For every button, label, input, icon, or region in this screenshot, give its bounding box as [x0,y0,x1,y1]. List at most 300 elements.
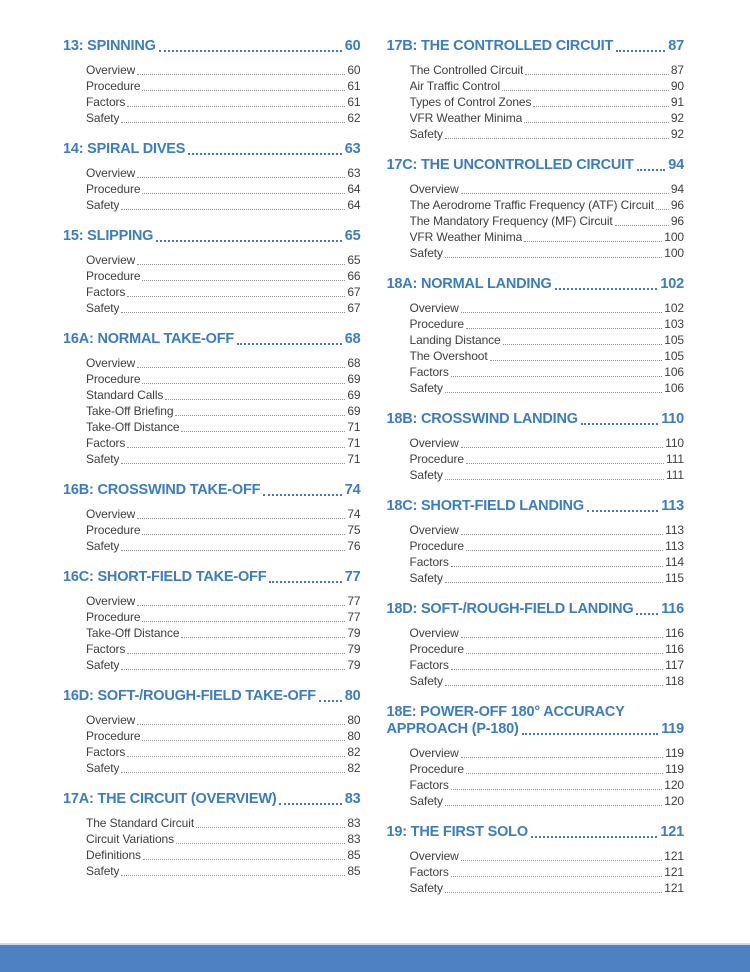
toc-entry-page-number: 106 [664,365,684,379]
toc-section-title-row [63,688,361,705]
toc-entry-page-number: 120 [664,778,684,792]
toc-entry [86,110,361,126]
toc-entry-label: Take-Off Distance [86,626,180,640]
toc-entry [410,78,685,94]
dotted-leader [176,843,345,844]
toc-entry-page-number: 64 [347,198,361,212]
toc-entry-label: Overview [86,594,136,608]
toc-entry-label: Overview [86,507,136,521]
toc-entry-label: Safety [86,761,120,775]
toc-section-page-number: 60 [344,38,361,54]
toc-entry [86,657,361,673]
dotted-leader [524,241,662,242]
dotted-leader [159,50,342,52]
toc-entry-page-number: 79 [347,642,361,656]
toc-entry-page-number: 61 [347,79,361,93]
toc-entry-label: The Controlled Circuit [409,63,524,77]
dotted-leader [445,892,662,893]
toc-section-title-row [387,157,685,174]
toc-section-title-row [387,721,685,738]
toc-entry-label: Overview [409,301,459,315]
dotted-leader [466,653,663,654]
dotted-leader [142,193,345,194]
dotted-leader [175,415,345,416]
toc-entry-label: Procedure [409,642,464,656]
dotted-leader [466,773,663,774]
dotted-leader [121,312,345,313]
toc-entry-label: Overview [409,182,459,196]
toc-entry-label: Safety [409,674,443,688]
toc-entry [86,403,361,419]
toc-section-page-number: 80 [344,688,361,704]
toc-entry-label: Safety [86,301,120,315]
toc-entry-page-number: 105 [664,333,684,347]
toc-section-title-row [63,331,361,348]
toc-section-title-row [387,498,685,515]
toc-entry-page-number: 71 [347,436,361,450]
toc-entry-label: Safety [409,381,443,395]
toc-entry-label: Factors [409,865,449,879]
toc-section-title: 19: THE FIRST SOLO [386,824,528,840]
dotted-leader [137,518,345,519]
toc-entry-label: Safety [86,452,120,466]
toc-column-left [63,38,361,911]
dotted-leader [142,534,345,535]
toc-section-title: APPROACH (P-180) [386,721,519,737]
toc-section-items [63,506,361,554]
toc-section-page-number: 77 [344,569,361,585]
toc-entry-label: Procedure [86,372,141,386]
toc-entry-label: Overview [409,849,459,863]
toc-section-heading [63,38,361,55]
toc-entry [410,364,685,380]
toc-entry-page-number: 111 [666,452,684,466]
toc-entry-label: Factors [409,658,449,672]
dotted-leader [555,288,658,290]
toc-entry [410,245,685,261]
dotted-leader [181,637,345,638]
toc-entry-label: Procedure [86,79,141,93]
dotted-leader [533,106,668,107]
dotted-leader [445,138,669,139]
dotted-leader [127,653,345,654]
toc-entry-label: Standard Calls [86,388,164,402]
toc-section-title-row [63,38,361,55]
dotted-leader [461,637,663,638]
toc-entry [86,300,361,316]
toc-entry-page-number: 75 [347,523,361,537]
dotted-leader [445,685,663,686]
toc-entry [410,848,685,864]
toc-entry-page-number: 85 [347,864,361,878]
dotted-leader [142,740,345,741]
toc-entry-label: Safety [86,198,120,212]
toc-entry [410,181,685,197]
dotted-leader [263,494,341,496]
toc-section [387,498,685,586]
dotted-leader [188,153,342,155]
toc-entry-page-number: 115 [665,571,684,585]
dotted-leader [137,724,345,725]
toc-section [63,688,361,776]
toc-entry-page-number: 60 [347,63,361,77]
toc-entry-page-number: 65 [347,253,361,267]
toc-entry-page-number: 91 [670,95,684,109]
toc-entry-label: Safety [86,111,120,125]
dotted-leader [466,550,663,551]
toc-entry-page-number: 82 [347,745,361,759]
toc-section-title: 14: SPIRAL DIVES [63,141,186,157]
toc-entry-label: Definitions [86,848,141,862]
toc-section [63,331,361,467]
toc-entry [86,355,361,371]
toc-section-heading [387,38,685,55]
dotted-leader [121,669,345,670]
dotted-leader [531,836,657,838]
toc-entry-page-number: 80 [347,713,361,727]
dotted-leader [121,772,345,773]
dotted-leader [461,860,663,861]
toc-entry [410,300,685,316]
toc-entry-page-number: 67 [347,301,361,315]
dotted-leader [137,177,345,178]
toc-section-title: 18A: NORMAL LANDING [386,276,552,292]
toc-entry-label: Procedure [86,610,141,624]
dotted-leader [181,431,345,432]
dotted-leader [142,383,345,384]
toc-section-heading [63,141,361,158]
dotted-leader [637,169,666,171]
toc-entry [410,435,685,451]
toc-entry [86,506,361,522]
toc-section-title: 16A: NORMAL TAKE-OFF [63,331,235,347]
toc-section [387,276,685,396]
toc-section-heading [387,601,685,618]
toc-entry [410,229,685,245]
toc-entry [410,554,685,570]
dotted-leader [137,605,345,606]
toc-section-items [63,355,361,467]
toc-section-title-line: 18E: POWER-OFF 180° ACCURACY [386,704,625,720]
dotted-leader [451,376,662,377]
toc-entry [86,831,361,847]
toc-entry [86,94,361,110]
dotted-leader [451,669,663,670]
toc-entry [410,641,685,657]
toc-section [63,38,361,126]
dotted-leader [127,296,345,297]
toc-entry [410,761,685,777]
toc-entry-page-number: 83 [347,816,361,830]
toc-entry-label: Safety [409,127,443,141]
toc-entry-page-number: 100 [664,230,684,244]
toc-entry-page-number: 121 [664,849,684,863]
toc-section-heading [63,688,361,705]
toc-section-heading [387,276,685,293]
toc-section-page-number: 74 [344,482,361,498]
toc-section-title: 16B: CROSSWIND TAKE-OFF [63,482,261,498]
toc-section-title-row [387,38,685,55]
toc-entry [86,847,361,863]
toc-section [387,704,685,809]
toc-section-items [387,300,685,396]
toc-entry [86,268,361,284]
toc-entry-label: The Overshoot [409,349,488,363]
toc-entry-page-number: 121 [664,865,684,879]
toc-entry-label: Procedure [409,539,464,553]
toc-section-title-row [63,228,361,245]
toc-entry-page-number: 105 [664,349,684,363]
toc-section-title-row [387,411,685,428]
toc-section-page-number: 121 [660,824,684,840]
toc-section-title-row [63,791,361,808]
dotted-leader [121,463,345,464]
toc-section-title: 13: SPINNING [63,38,156,54]
dotted-leader [461,757,663,758]
toc-entry-page-number: 61 [347,95,361,109]
toc-section-title-row [387,601,685,618]
dotted-leader [142,280,345,281]
dotted-leader [127,447,345,448]
toc-entry-label: Safety [86,864,120,878]
toc-entry-label: Factors [86,436,126,450]
toc-entry [410,777,685,793]
dotted-leader [461,447,663,448]
toc-entry-page-number: 79 [347,626,361,640]
toc-entry [86,252,361,268]
toc-entry-label: Overview [409,523,459,537]
dotted-leader [525,74,668,75]
toc-section-heading [63,791,361,808]
toc-entry [410,657,685,673]
dotted-leader [156,240,342,242]
toc-section-heading [63,569,361,586]
toc-entry [86,371,361,387]
dotted-leader [121,550,345,551]
toc-section [63,791,361,879]
toc-section-items [387,745,685,809]
toc-section-items [387,62,685,142]
toc-entry [410,348,685,364]
toc-entry-label: Safety [409,794,443,808]
toc-entry [410,745,685,761]
toc-entry-page-number: 96 [670,214,684,228]
toc-entry-label: Overview [86,356,136,370]
toc-section-page-number: 68 [344,331,361,347]
toc-section [387,824,685,896]
toc-entry-page-number: 69 [347,388,361,402]
toc-entry [86,712,361,728]
footer-bar [0,943,750,972]
toc-entry [86,538,361,554]
dotted-leader [636,613,658,615]
toc-entry [410,213,685,229]
toc-section-items [387,435,685,483]
dotted-leader [237,343,342,345]
toc-entry-page-number: 113 [665,523,684,537]
toc-entry-label: Factors [86,642,126,656]
dotted-leader [445,392,662,393]
toc-entry-label: Factors [86,95,126,109]
toc-entry-page-number: 117 [665,658,684,672]
toc-section-page-number: 87 [668,38,684,54]
toc-section [387,411,685,483]
toc-entry-label: Overview [409,626,459,640]
toc-entry-page-number: 103 [664,317,684,331]
toc-section-page-number: 113 [661,498,684,514]
toc-section-items [387,522,685,586]
toc-entry-page-number: 102 [664,301,684,315]
dotted-leader [165,399,345,400]
toc-entry [410,467,685,483]
toc-entry [86,181,361,197]
toc-section-heading [387,704,685,738]
dotted-leader [121,209,345,210]
toc-entry [86,728,361,744]
toc-entry-page-number: 69 [347,372,361,386]
dotted-leader [451,876,662,877]
toc-entry [410,864,685,880]
dotted-leader [196,827,345,828]
toc-entry-label: The Standard Circuit [86,816,195,830]
toc-entry [86,165,361,181]
toc-entry-page-number: 113 [665,539,684,553]
toc-entry-page-number: 71 [347,452,361,466]
toc-entry-page-number: 74 [347,507,361,521]
toc-section-title: 17B: THE CONTROLLED CIRCUIT [386,38,614,54]
toc-entry [86,641,361,657]
toc-entry-label: Overview [86,166,136,180]
toc-entry [86,284,361,300]
toc-entry-label: Procedure [86,182,141,196]
toc-entry-label: The Mandatory Frequency (MF) Circuit [409,214,613,228]
toc-section-heading [387,498,685,515]
toc-entry-page-number: 79 [347,658,361,672]
dotted-leader [502,90,669,91]
toc-entry [86,744,361,760]
dotted-leader [445,805,662,806]
toc-entry-label: Procedure [409,452,464,466]
toc-entry [86,815,361,831]
toc-entry-label: Take-Off Briefing [86,404,174,418]
dotted-leader [142,90,345,91]
toc-entry [86,419,361,435]
dotted-leader [461,193,669,194]
toc-section-page-number: 94 [668,157,684,173]
toc-entry [410,570,685,586]
toc-entry-label: Factors [409,778,449,792]
dotted-leader [503,344,663,345]
toc-section-items [63,62,361,126]
toc-entry-label: Circuit Variations [86,832,175,846]
toc-section-title-row [63,569,361,586]
dotted-leader [466,463,664,464]
toc-entry-label: Procedure [409,317,464,331]
toc-entry-page-number: 106 [664,381,684,395]
dotted-leader [143,859,345,860]
toc-entry-label: Factors [409,555,449,569]
toc-section-items [387,181,685,261]
toc-entry-page-number: 119 [665,746,684,760]
dotted-leader [269,581,341,583]
toc-entry-label: Safety [86,539,120,553]
toc-entry [86,522,361,538]
toc-section-title: 16C: SHORT-FIELD TAKE-OFF [63,569,267,585]
toc-section-title-row [63,482,361,499]
toc-entry-label: Types of Control Zones [409,95,532,109]
toc-section [63,228,361,316]
toc-entry [410,538,685,554]
toc-section-title: 17A: THE CIRCUIT (OVERVIEW) [63,791,277,807]
toc-entry [86,78,361,94]
toc-entry [410,625,685,641]
toc-entry-page-number: 92 [670,127,684,141]
toc-entry-page-number: 120 [664,794,684,808]
toc-entry-label: Factors [409,365,449,379]
toc-section-page-number: 119 [661,721,684,737]
dotted-leader [127,756,345,757]
toc-entry [410,316,685,332]
dotted-leader [279,803,341,805]
dotted-leader [137,264,345,265]
toc-entry-page-number: 66 [347,269,361,283]
toc-entry [410,522,685,538]
toc-entry [86,197,361,213]
toc-entry-page-number: 62 [347,111,361,125]
toc-section-title: 15: SLIPPING [63,228,154,244]
toc-entry [86,593,361,609]
toc-entry-page-number: 85 [347,848,361,862]
dotted-leader [127,106,345,107]
toc-entry-label: Landing Distance [409,333,501,347]
toc-entry-label: Safety [409,571,443,585]
toc-entry-label: Overview [409,746,459,760]
toc-entry [410,197,685,213]
toc-entry [86,609,361,625]
toc-entry-page-number: 69 [347,404,361,418]
toc-entry-page-number: 87 [670,63,684,77]
dotted-leader [615,225,669,226]
toc-entry-label: Procedure [86,269,141,283]
dotted-leader [137,367,345,368]
dotted-leader [319,700,342,702]
toc-entry [86,863,361,879]
toc-entry-page-number: 94 [670,182,684,196]
toc-entry [86,62,361,78]
toc-entry-page-number: 114 [665,555,684,569]
dotted-leader [587,510,658,512]
toc-section-page-number: 102 [660,276,684,292]
toc-section-heading [387,411,685,428]
toc-section-page-number: 116 [661,601,684,617]
toc-entry-label: The Aerodrome Traffic Frequency (ATF) Circuit [409,198,654,212]
dotted-leader [137,74,345,75]
toc-section-title: 18D: SOFT-/ROUGH-FIELD LANDING [386,601,634,617]
toc-section-heading [387,157,685,174]
toc-entry-label: Overview [86,713,136,727]
dotted-leader [451,789,662,790]
toc-entry-label: Safety [86,658,120,672]
toc-entry-label: Take-Off Distance [86,420,180,434]
toc-section-heading [63,331,361,348]
toc-entry [410,380,685,396]
dotted-leader [121,875,345,876]
toc-entry-label: Overview [86,253,136,267]
toc-entry-page-number: 76 [347,539,361,553]
dotted-leader [121,122,345,123]
toc-section [63,569,361,673]
toc-entry [410,62,685,78]
